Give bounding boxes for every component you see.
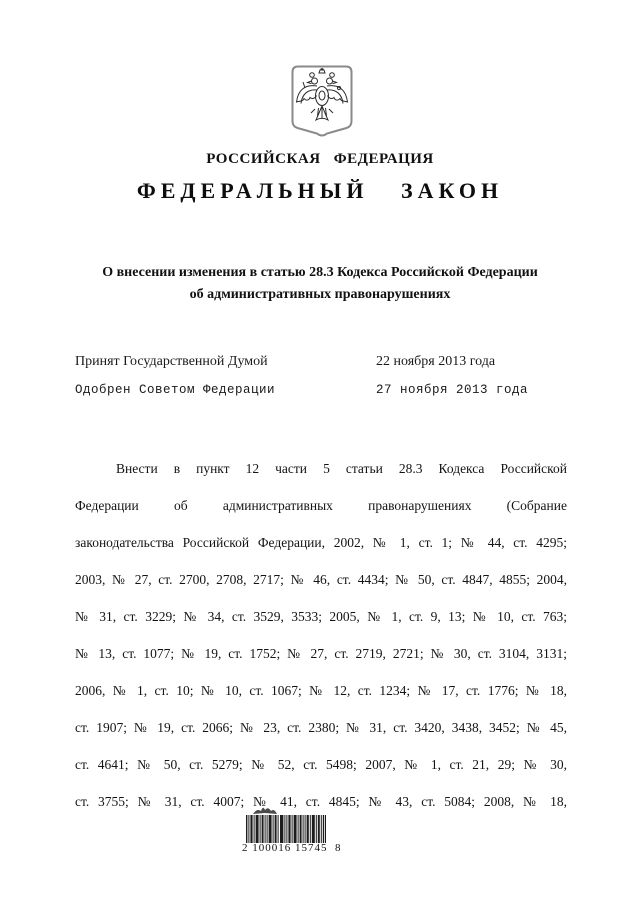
body-line: № 31, ст. 3229; № 34, ст. 3529, 3533; 2005, № 1, ст. 9, 13; № 10, ст. 763; (75, 609, 567, 624)
body-line: № 13, ст. 1077; № 19, ст. 1752; № 27, ст. 2719, 2721; № 30, ст. 3104, 3131; (75, 646, 567, 661)
approved-date: 27 ноября 2013 года (376, 383, 529, 397)
adopted-date: 22 ноября 2013 года (376, 354, 496, 369)
body-line: 2006, № 1, ст. 10; № 10, ст. 1067; № 12, ст. 1234; № 17, ст. 1776; № 18, (75, 683, 567, 698)
approved-row (75, 376, 535, 404)
adopted-row (75, 348, 535, 376)
body-line: 2003, № 27, ст. 2700, 2708, 2717; № 46, ст. 4434; № 50, ст. 4847, 4855; 2004, (75, 572, 567, 587)
adoption-block (75, 348, 535, 404)
barcode-block (242, 804, 342, 858)
body-line: Внести в пункт 12 части 5 статьи 28.3 Кодекса Российской (116, 461, 567, 476)
body-line: Федерации об административных правонарушениях (Собрание (75, 498, 567, 513)
coat-of-arms-icon (291, 65, 353, 137)
body-line: ст. 1907; № 19, ст. 2066; № 23, ст. 2380; № 31, ст. 3420, 3438, 3452; № 45, (75, 720, 567, 735)
law-body-paragraph (75, 450, 567, 820)
document-title (74, 262, 566, 306)
approved-by-label: Одобрен Советом Федерации (75, 383, 276, 397)
adopted-by-label: Принят Государственной Думой (75, 354, 268, 369)
body-line: ст. 4641; № 50, ст. 5279; № 52, ст. 5498; 2007, № 1, ст. 21, 29; № 30, (75, 757, 567, 772)
stamp-eagle-icon (252, 805, 278, 815)
document-title-line-1: О внесении изменения в статью 28.3 Кодекса Российской Федерации (102, 265, 538, 280)
barcode-digits: 2 100016 15745 8 (242, 842, 342, 854)
law-type-heading: ФЕДЕРАЛЬНЫЙ ЗАКОН (136, 178, 504, 203)
body-line: законодательства Российской Федерации, 2002, № 1, ст. 1; № 44, ст. 4295; (75, 535, 567, 550)
country-heading: РОССИЙСКАЯ ФЕДЕРАЦИЯ (206, 151, 434, 167)
document-title-line-2: об административных правонарушениях (189, 287, 451, 302)
barcode-icon (246, 815, 326, 843)
body-line: ст. 3755; № 31, ст. 4007; № 41, ст. 4845; № 43, ст. 5084; 2008, № 18, (75, 794, 567, 809)
